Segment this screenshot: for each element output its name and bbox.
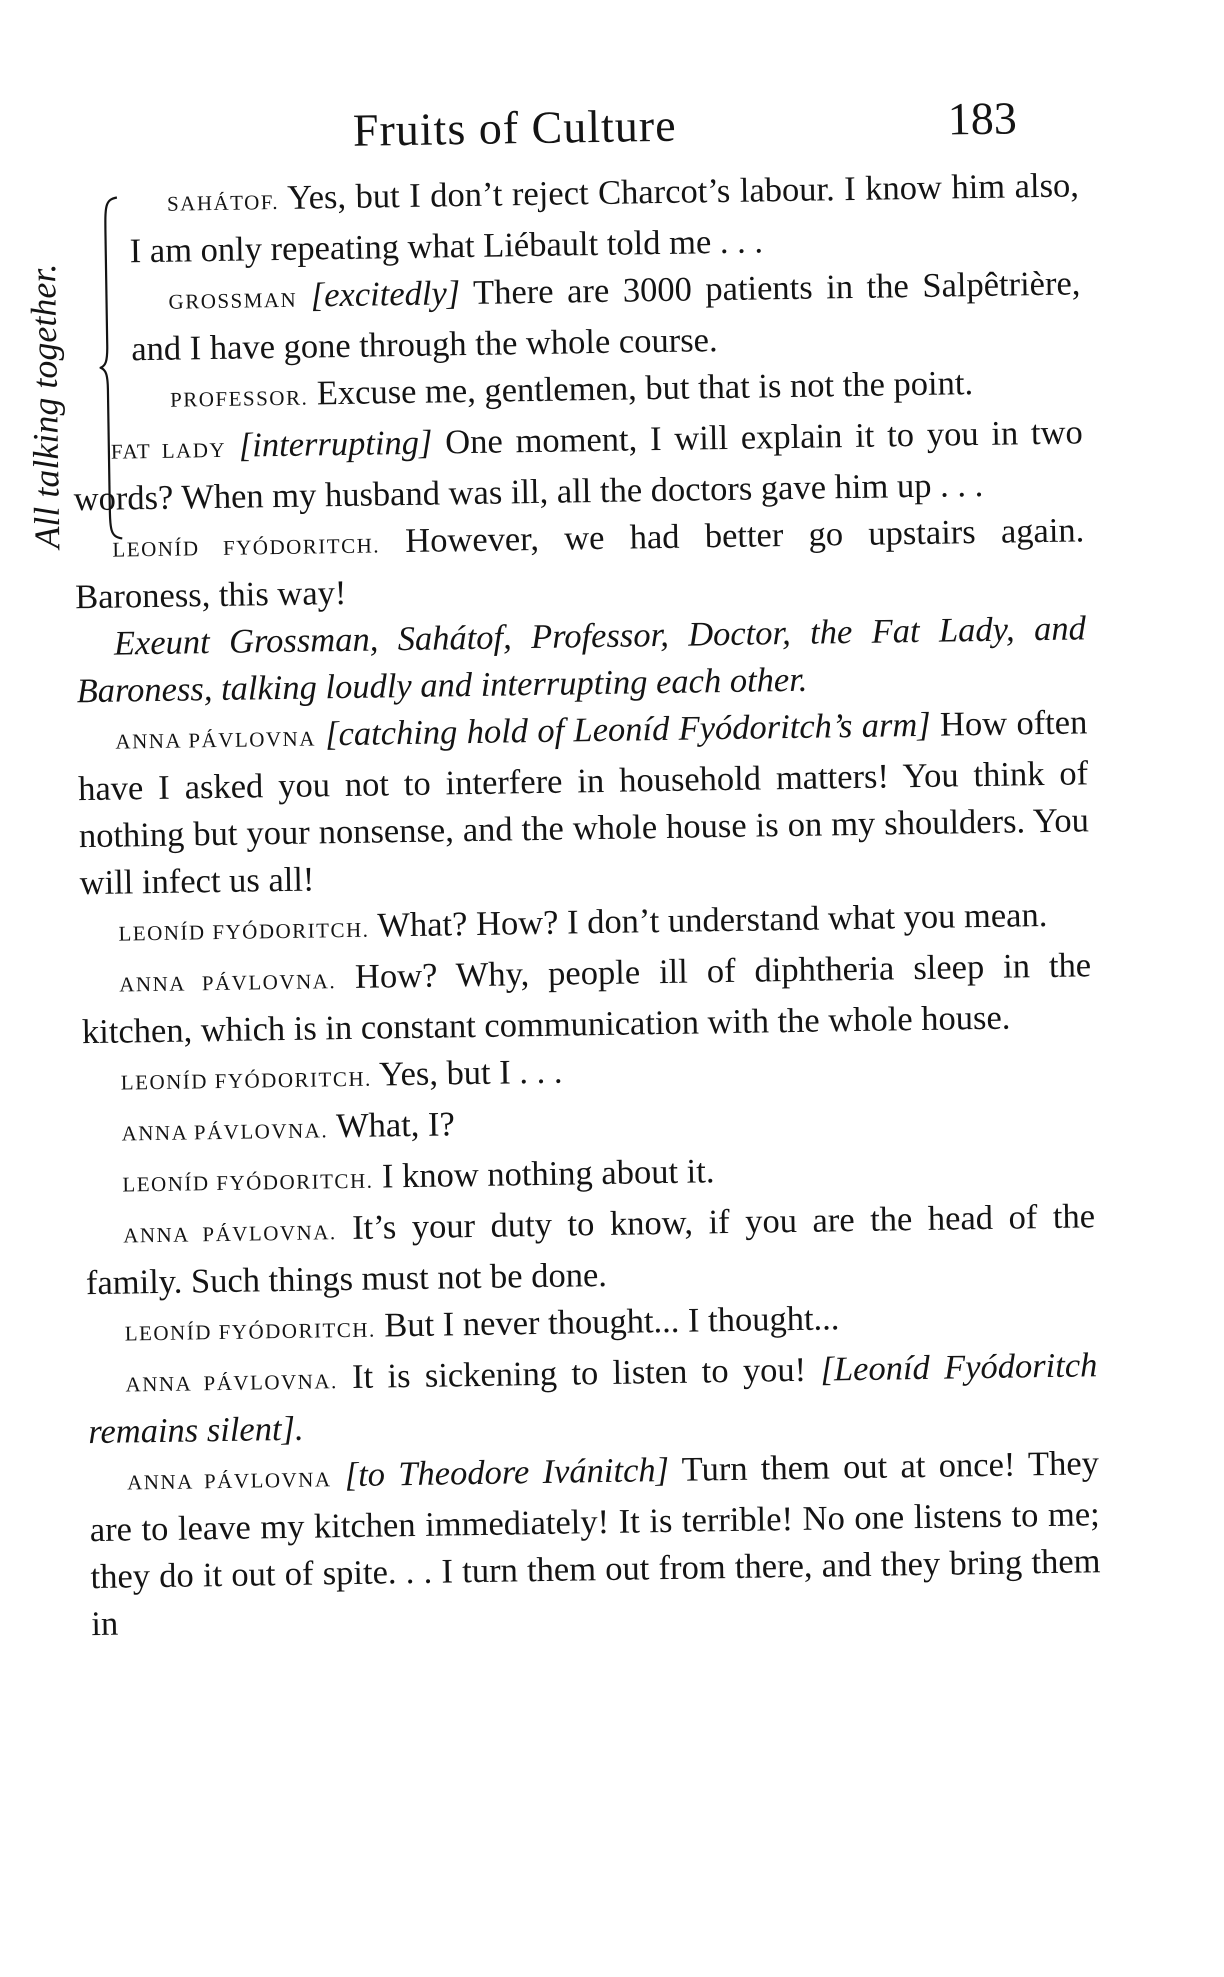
- speaker-name: LEONÍD FYÓDORITCH.: [112, 533, 381, 562]
- speech-text: However, we had better go upstairs again. Baroness, this way!: [74, 511, 1085, 617]
- speech-text: But I never thought... I thought...: [383, 1299, 840, 1345]
- speech: [89, 1440, 1102, 1648]
- speech: [129, 162, 1080, 275]
- speech-text: It is sickening to listen to you!: [351, 1350, 807, 1396]
- stage-direction: [interrupting]: [238, 423, 433, 465]
- speech-text: There are 3000 patients in the Salpêtrière, and I have gone through the whole course.: [130, 264, 1081, 369]
- speech: [85, 1193, 1096, 1307]
- page-number: 183: [947, 92, 1018, 145]
- speech-text: I know nothing about it.: [381, 1152, 715, 1196]
- speaker-name: ANNA PÁVLOVNA.: [123, 1220, 337, 1248]
- speaker-name: LEONÍD FYÓDORITCH.: [122, 1168, 374, 1197]
- speaker-name: PROFESSOR.: [169, 385, 309, 412]
- speaker-name: LEONÍD FYÓDORITCH.: [118, 917, 370, 946]
- speech: [130, 260, 1081, 373]
- speaker-name: SAHÁTOF.: [166, 189, 280, 216]
- running-head: [347, 93, 1068, 164]
- speech-text: One moment, I will explain it to you in two words? When my husband was ill, all the doctors gave him up . . .: [73, 413, 1084, 519]
- speech: [81, 942, 1092, 1056]
- speaker-name: LEONÍD FYÓDORITCH.: [120, 1066, 372, 1095]
- speaker-name: ANNA PÁVLOVNA.: [125, 1369, 338, 1397]
- speech: [87, 1342, 1098, 1456]
- speaker-name: ANNA PÁVLOVNA.: [119, 969, 337, 997]
- speech-text: Yes, but I don’t reject Charcot’s labour. I know him also, I am only repeating what Liébault told me . . .: [129, 166, 1080, 271]
- speech: [74, 507, 1085, 621]
- speaker-name: LEONÍD FYÓDORITCH.: [124, 1317, 376, 1346]
- stage-direction: [to Theodore Ivánitch]: [344, 1450, 670, 1495]
- simultaneous-speeches: [69, 162, 1083, 425]
- speech-text: Yes, but I . . .: [378, 1052, 563, 1094]
- side-note-all-talking: All talking together.: [22, 263, 68, 549]
- stage-direction: [excitedly]: [310, 274, 461, 315]
- speech-text: What, I?: [335, 1105, 456, 1146]
- speech-text: It’s your duty to know, if you are the head of the family. Such things must not be done.: [85, 1197, 1096, 1303]
- speech-text: How often have I asked you not to interfere in household matters! You think of nothing but your nonsense, and the whole house is on my shoulders. You will infect us all!: [77, 703, 1090, 903]
- speech-text: What? How? I don’t understand what you mean.: [377, 895, 1048, 945]
- speech-text: Turn them out at once! They are to leave my kitchen immediately! It is terrible! No one listens to me; they do it out of spite. . . I turn them out from there, and they bring them in: [89, 1444, 1101, 1644]
- speaker-name: FAT LADY: [110, 437, 227, 464]
- stage-direction-exeunt: Exeunt Grossman, Sahátof, Professor, Doctor, the Fat Lady, and Baroness, talking loudly and interrupting each other.: [76, 609, 1087, 711]
- speech: [77, 699, 1090, 907]
- play-text: [69, 162, 1102, 1648]
- speech-text: Excuse me, gentlemen, but that is not the point.: [316, 364, 974, 413]
- stage-direction: [catching hold of Leoníd Fyódoritch’s arm]: [324, 705, 931, 754]
- speech: [72, 409, 1083, 523]
- speaker-name: ANNA PÁVLOVNA.: [121, 1118, 329, 1146]
- speaker-name: ANNA PÁVLOVNA: [126, 1467, 332, 1495]
- stage-direction: [Leoníd Fyódoritch remains silent].: [87, 1346, 1098, 1452]
- running-title: Fruits of Culture: [352, 99, 677, 156]
- speaker-name: GROSSMAN: [168, 287, 298, 314]
- speech-text: How? Why, people ill of diphtheria sleep in the kitchen, which is in constant communication with the whole house.: [81, 946, 1092, 1052]
- speaker-name: ANNA PÁVLOVNA: [115, 726, 317, 754]
